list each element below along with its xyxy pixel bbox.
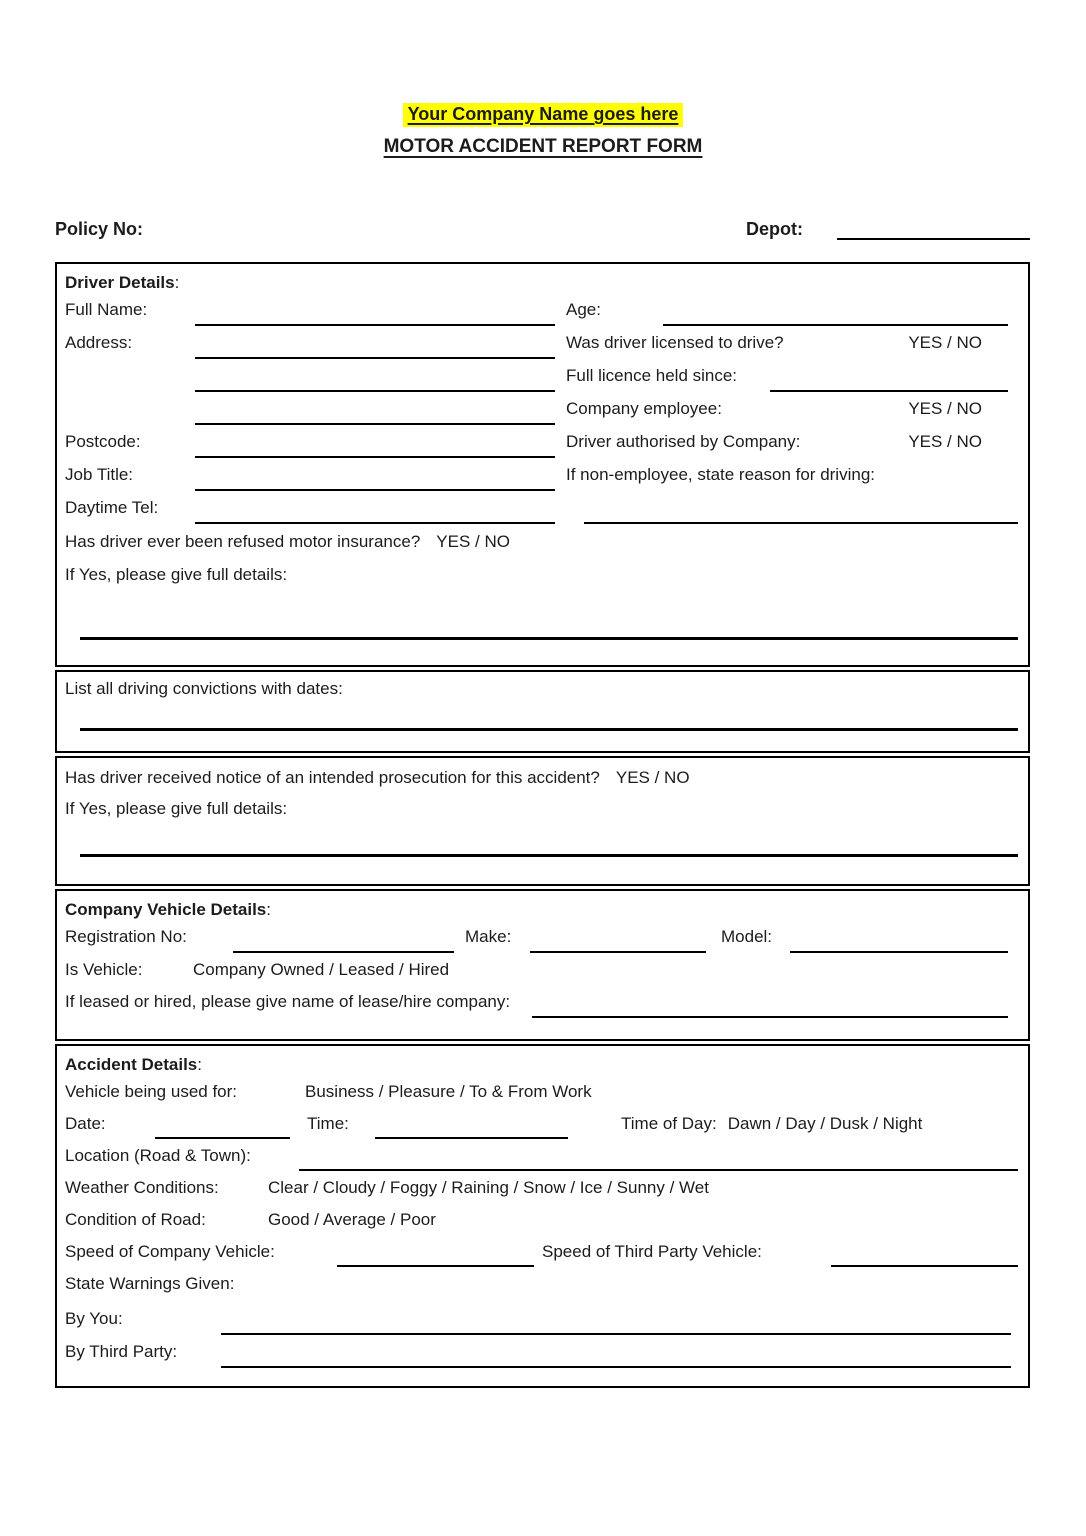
refused-details-field[interactable] [80, 637, 1018, 640]
daytime-tel-field[interactable] [195, 496, 555, 524]
licence-since-field[interactable] [770, 364, 1008, 392]
authorised-yes-no-choice[interactable]: YES / NO [908, 432, 982, 451]
accident-details-section [55, 1044, 1030, 1388]
road-condition-label: Condition of Road: [65, 1210, 206, 1229]
job-title-field[interactable] [195, 463, 555, 491]
model-field[interactable] [790, 925, 1008, 953]
non-employee-reason-field[interactable] [584, 496, 1018, 524]
full-name-label: Full Name: [65, 300, 148, 319]
is-vehicle-options-choice[interactable]: Company Owned / Leased / Hired [193, 960, 450, 979]
prosecution-section [55, 756, 1030, 886]
form-header [0, 0, 1086, 158]
lease-company-prompt: If leased or hired, please give name of lease/hire company: [65, 992, 511, 1011]
convictions-section [55, 670, 1030, 753]
convictions-field[interactable] [80, 728, 1018, 731]
employee-yes-no-choice[interactable]: YES / NO [908, 399, 982, 418]
refused-insurance-question: Has driver ever been refused motor insurance? YES / NO [65, 532, 510, 551]
time-field[interactable] [375, 1112, 568, 1139]
prosecution-details-field[interactable] [80, 854, 1018, 857]
full-name-field[interactable] [195, 298, 555, 326]
licensed-yes-no-choice[interactable]: YES / NO [908, 333, 982, 352]
refused-details-prompt: If Yes, please give full details: [65, 565, 288, 584]
speed-third-party-field[interactable] [831, 1240, 1018, 1267]
driver-details-title: Driver Details: [65, 273, 180, 292]
lease-company-field[interactable] [532, 990, 1008, 1018]
time-label: Time: [307, 1114, 349, 1133]
model-label: Model: [721, 927, 773, 946]
time-of-day-label: Time of Day: [621, 1114, 717, 1133]
by-third-party-label: By Third Party: [65, 1342, 178, 1361]
speed-third-party-label: Speed of Third Party Vehicle: [542, 1242, 762, 1261]
convictions-prompt: List all driving convictions with dates: [65, 679, 343, 698]
registration-label: Registration No: [65, 927, 187, 946]
by-third-party-field[interactable] [221, 1340, 1011, 1368]
prosecution-yes-no-choice[interactable]: YES / NO [615, 768, 690, 787]
accident-details-title: Accident Details: [65, 1055, 202, 1074]
company-vehicle-section [55, 889, 1030, 1041]
date-label: Date: [65, 1114, 106, 1133]
speed-company-field[interactable] [337, 1240, 534, 1267]
prosecution-details-prompt: If Yes, please give full details: [65, 799, 288, 818]
date-field[interactable] [155, 1112, 290, 1139]
company-vehicle-title: Company Vehicle Details: [65, 900, 271, 919]
postcode-field[interactable] [195, 430, 555, 458]
speed-company-label: Speed of Company Vehicle: [65, 1242, 275, 1261]
licensed-to-drive-label: Was driver licensed to drive? [566, 333, 784, 352]
policy-no-label: Policy No: [55, 219, 144, 239]
weather-label: Weather Conditions: [65, 1178, 219, 1197]
state-warnings-label: State Warnings Given: [65, 1274, 235, 1293]
prosecution-question: Has driver received notice of an intended prosecution for this accident? YES / NO [65, 768, 690, 787]
company-name: Your Company Name goes here [403, 103, 684, 127]
make-label: Make: [465, 927, 512, 946]
road-condition-options-choice[interactable]: Good / Average / Poor [268, 1210, 436, 1229]
age-field[interactable] [663, 298, 1008, 326]
authorised-label: Driver authorised by Company: [566, 432, 801, 451]
policy-depot-row [55, 212, 1030, 240]
job-title-label: Job Title: [65, 465, 134, 484]
is-vehicle-label: Is Vehicle: [65, 960, 143, 979]
location-label: Location (Road & Town): [65, 1146, 251, 1165]
by-you-field[interactable] [221, 1307, 1011, 1335]
address-field-2[interactable] [195, 364, 555, 392]
form-content [55, 212, 1030, 1388]
registration-field[interactable] [233, 925, 454, 953]
depot-label: Depot: [746, 219, 803, 239]
by-you-label: By You: [65, 1309, 123, 1328]
depot-field[interactable] [837, 216, 1030, 240]
address-label: Address: [65, 333, 133, 352]
make-field[interactable] [530, 925, 706, 953]
time-of-day-options-choice[interactable]: Dawn / Day / Dusk / Night [727, 1114, 923, 1133]
location-field[interactable] [299, 1144, 1018, 1171]
company-employee-label: Company employee: [566, 399, 722, 418]
licence-since-label: Full licence held since: [566, 366, 738, 385]
non-employee-reason-label: If non-employee, state reason for driving: [566, 465, 875, 484]
used-for-label: Vehicle being used for: [65, 1082, 238, 1101]
used-for-options-choice[interactable]: Business / Pleasure / To & From Work [305, 1082, 592, 1101]
daytime-tel-label: Daytime Tel: [65, 498, 159, 517]
address-field-3[interactable] [195, 397, 555, 425]
form-title: MOTOR ACCIDENT REPORT FORM [383, 136, 703, 157]
postcode-label: Postcode: [65, 432, 141, 451]
age-label: Age: [566, 300, 601, 319]
driver-details-section [55, 262, 1030, 667]
weather-options-choice[interactable]: Clear / Cloudy / Foggy / Raining / Snow / Ice / Sunny / Wet [268, 1178, 709, 1197]
refused-yes-no-choice[interactable]: YES / NO [436, 532, 510, 551]
driver-details-grid [65, 298, 1020, 529]
address-field-1[interactable] [195, 331, 555, 359]
